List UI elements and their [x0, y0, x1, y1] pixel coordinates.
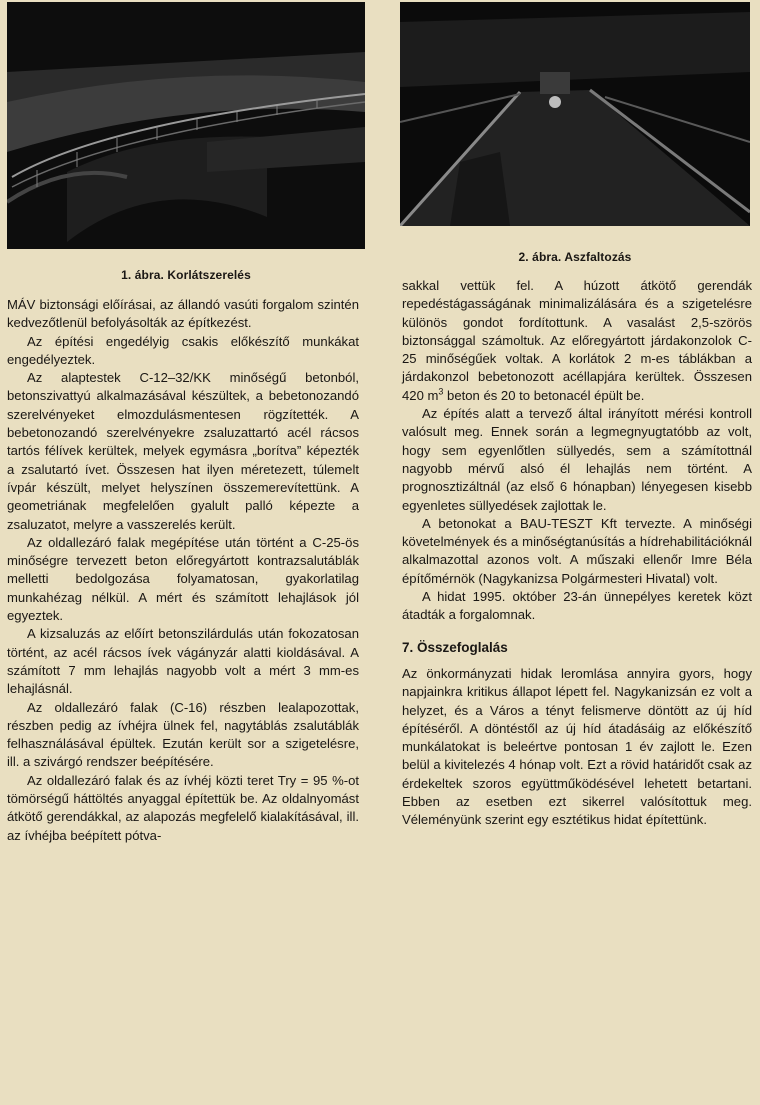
paragraph: [402, 277, 752, 405]
paragraph: Az oldallezáró falak megépítése után történt a C-25-ös minőségre tervezett beton előregyártott kontrazsalutáblák melletti bedolgozása folyamatosan, gyakorlatilag munkahézag nélkül. A mért és számított lehajlások jól egyeztek.: [7, 534, 359, 624]
figure-1-caption: 1. ábra. Korlátszerelés: [121, 268, 251, 282]
figure-2-caption: 2. ábra. Aszfaltozás: [518, 250, 632, 264]
paragraph: Az alaptestek C-12–32/KK minőségű betonból, betonszivattyú alkalmazásával készültek, a bebetonozandó szerelvényeket elmozdulásmentesen rögzítették. A bebetonozandó szerelvényekre zsaluzattartó acél rácsos tartós félívek kerültek, melyek egymásra „borítva” képezték a zsalutartó ívet. Összesen hat ilyen méretezett, túlemelt ívpár készült, melyet helyszínen összemerevítettünk. A geometriának megfelelően gyalult palló képezte a zsaluzatot, melyre a vasszerelés került.: [7, 370, 359, 532]
paragraph: MÁV biztonsági előírásai, az állandó vasúti forgalom szintén kedvezőtlenül befolyásolták az építkezést.: [7, 297, 359, 331]
section-heading: 7. Összefoglalás: [402, 639, 508, 655]
left-text-column: [7, 296, 359, 845]
paragraph: Az oldallezáró falak (C-16) részben lealapozottak, részben pedig az ívhéjra ülnek fel, nagytáblás zsalutáblák felhasználásával épültek. Ezután került sor a szigetelésre, ill. a szivárgó rendszer beépítésére.: [7, 699, 359, 770]
paragraph-text: beton és 20 to betonacél épült be.: [443, 387, 645, 403]
paragraph: Az önkormányzati hidak leromlása annyira gyors, hogy napjainkra kritikus állapot lépett fel. Nagykanizsán ez volt a helyzet, és a Város a tényt felismerve döntött az új híd építéséről. A döntéstől az új híd átadásáig az előkészítő munkálatokat is beleértve pontosan 1 év zajlott le. Ezen belül a kivitelezés 4 hónap volt. Ezt a rövid határidőt csak az érdekeltek szoros együttműködésével lehetett betartani. Ebben az esetben ezt sikerrel valósítottuk meg. Véleményünk szerint egy esztétikus hidat építettünk.: [402, 665, 752, 828]
paragraph: Az építés alatt a tervező által irányított mérési kontroll valósult meg. Ennek során a legmegnyugtatóbb az volt, hogy sem egyenlőtlen süllyedés, sem a számítottnál nagyobb mérvű alsó él lehajlás nem történt. A prognosztizáltnál (az első 6 hónapban) lényegesen kisebb egyenletes süllyedések zajlottak le.: [402, 406, 752, 513]
paragraph: Az építési engedélyig csakis előkészítő munkákat engedélyeztek.: [7, 333, 359, 367]
right-text-column: [402, 277, 752, 830]
paragraph: Az oldallezáró falak és az ívhéj közti teret Try = 95 %-ot tömörségű háttöltés anyaggal építettük be. Az oldalnyomást átkötő gerendákkal, az alapozás megfelelő kialakításával, ill. az ívhéjba beépített pótva-: [7, 772, 359, 843]
figure-2-photo: [400, 2, 750, 226]
figure-1-photo: [7, 2, 365, 249]
superscript: 3: [438, 386, 444, 397]
paragraph-text: sakkal vettük fel. A húzott átkötő gerendák repedéstágasságának minimalizálására és a szigetelésre különös gondot fordítottunk. A vasalást 2,5-szörös biztonsággal számoltuk. Az előregyártott járdakonzolok C-25 minőségűek voltak. A korlátok 2 m-es táblákban a járdakonzol bebetonozott acéllapjára kerültek. Összesen 420 m: [402, 278, 752, 403]
paragraph: A betonokat a BAU-TESZT Kft tervezte. A minőségi követelmények és a minőségtanúsítás a hídrehabilitációknál alkalmazottal azonos volt. A műszaki ellenőr Imre Béla építőmérnök (Nagykanizsa Polgármesteri Hivatal) volt.: [402, 515, 752, 586]
paragraph: A kizsaluzás az előírt betonszilárdulás után fokozatosan történt, az acél rácsos ívek vágányzár alatti kioldásával. A számított 7 mm lehajlás nagyobb volt a mért 3 mm-es lehajlásnál.: [7, 626, 359, 697]
asphalt-paving-photo: [400, 2, 750, 226]
bridge-railing-photo: [7, 2, 365, 249]
paragraph: A hidat 1995. október 23-án ünnepélyes keretek közt átadták a forgalomnak.: [402, 589, 752, 623]
